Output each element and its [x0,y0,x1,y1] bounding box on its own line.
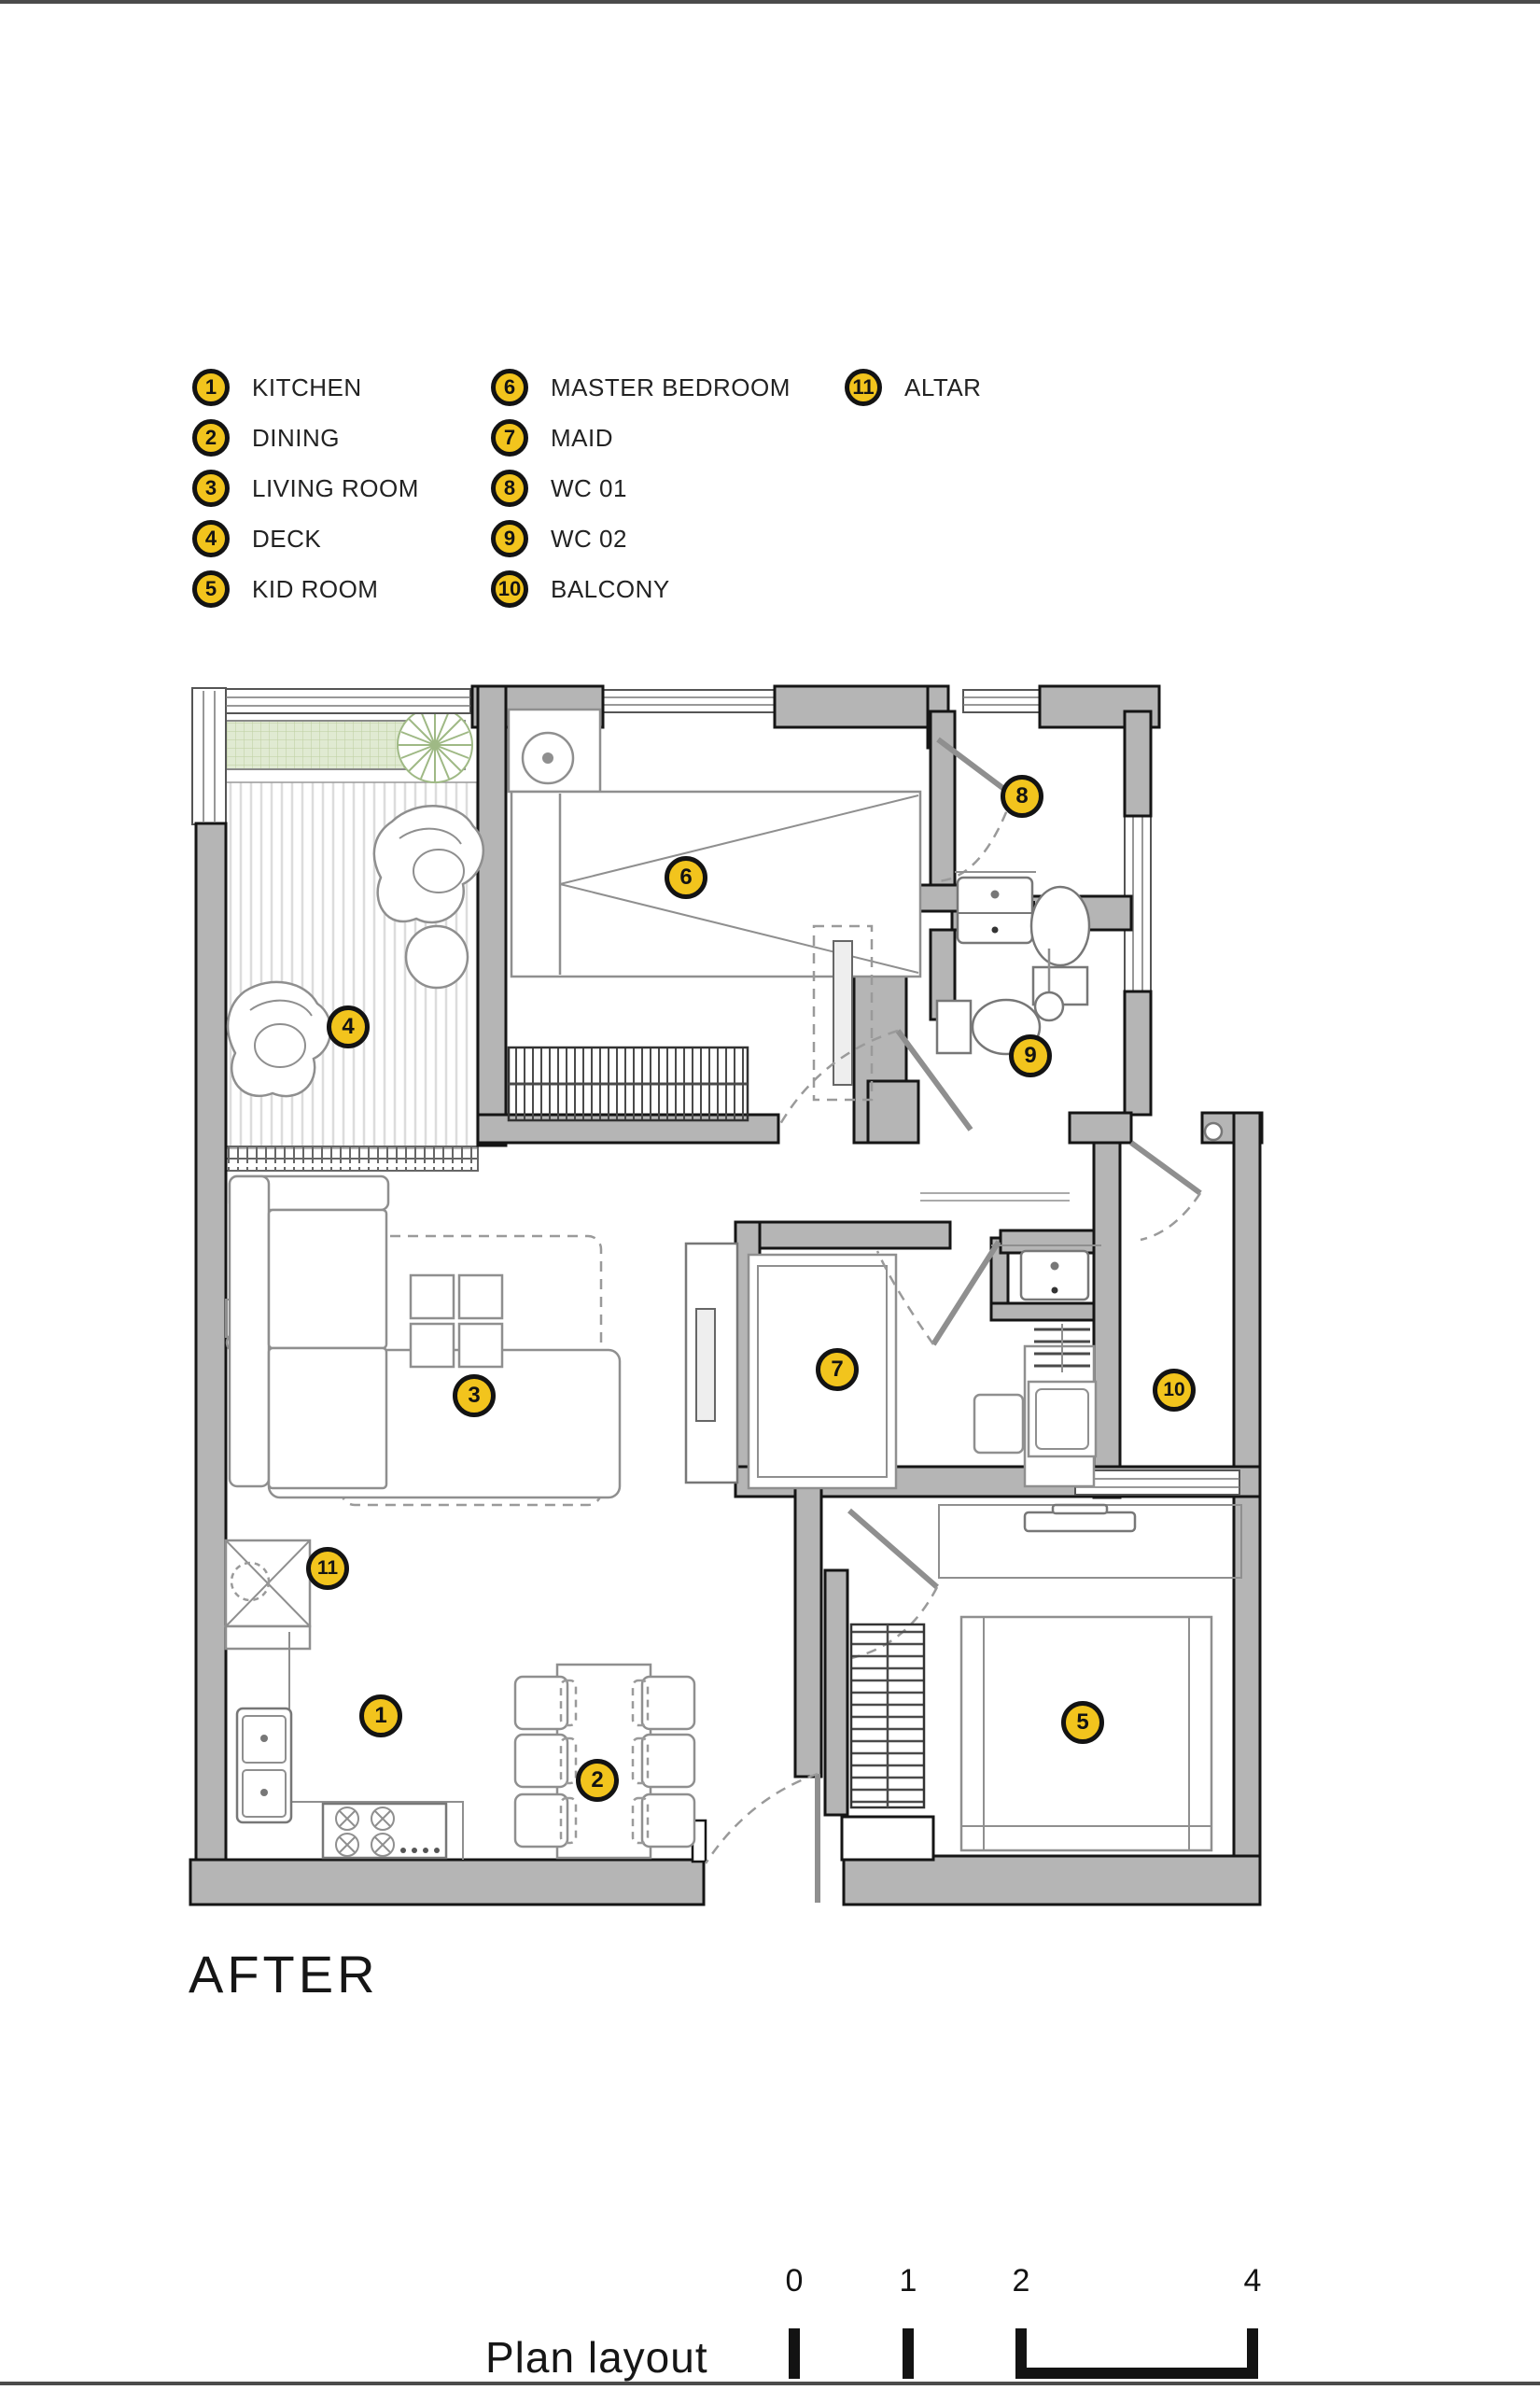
scale-label-1: 1 [899,2263,917,2299]
legend-label-kid-room: KID ROOM [252,574,379,603]
legend-item-living-room [192,470,419,507]
scale-tick-1 [903,2328,914,2379]
room-marker-master-bedroom: 6 [665,856,707,899]
legend-label-living-room: LIVING ROOM [252,473,419,502]
legend-item-deck [192,520,321,557]
legend-circle-7: 7 [491,419,528,457]
legend-circle-10: 10 [491,570,528,608]
legend-item-dining [192,419,340,457]
legend-item-kid-room [192,570,378,608]
room-marker-wc02: 9 [1009,1034,1052,1077]
legend-label-wc01: WC 01 [551,473,627,502]
legend-circle-9: 9 [491,520,528,557]
scale-label-0: 0 [785,2263,804,2299]
page-top-border [0,0,1540,4]
legend-circle-11: 11 [845,369,882,406]
kid-room-furniture [842,1505,1241,1860]
legend-circle-8: 8 [491,470,528,507]
legend-label-deck: DECK [252,524,322,553]
room-marker-dining: 2 [576,1759,619,1802]
legend-item-wc01 [491,470,627,507]
legend-circle-6: 6 [491,369,528,406]
entrance-door [706,1774,818,1903]
legend-label-master-bedroom: MASTER BEDROOM [551,373,791,401]
legend-circle-4: 4 [192,520,230,557]
plant-icon [398,708,472,782]
plan-title: Plan layout [485,2333,708,2382]
room-marker-deck: 4 [327,1005,370,1048]
legend-label-altar: ALTAR [904,373,982,401]
room-marker-kid-room: 5 [1061,1701,1104,1744]
tv-icon [696,1309,715,1421]
room-marker-balcony: 10 [1153,1369,1196,1412]
legend-label-kitchen: KITCHEN [252,373,362,401]
room-marker-wc01: 8 [1001,775,1043,818]
legend-item-kitchen [192,369,362,406]
kitchen-fixtures [237,1632,463,1860]
legend-label-balcony: BALCONY [551,574,670,603]
floor-plan-drawing [187,682,1269,1914]
room-marker-maid: 7 [816,1348,859,1391]
legend-item-balcony [491,570,670,608]
room-marker-altar: 11 [306,1547,349,1590]
room-marker-kitchen: 1 [359,1694,402,1737]
altar-cabinet [226,1540,310,1649]
legend-circle-3: 3 [192,470,230,507]
scale-bracket [1015,2368,1258,2379]
legend-circle-1: 1 [192,369,230,406]
scale-label-2: 2 [1012,2263,1030,2299]
scale-tick-0 [789,2328,800,2379]
planter-box [220,708,472,782]
stove-icon [323,1804,446,1858]
laptop-icon [1025,1505,1135,1531]
legend-circle-5: 5 [192,570,230,608]
legend-item-maid [491,419,613,457]
legend-item-master-bedroom [491,369,791,406]
legend-item-wc02 [491,520,627,557]
page-bottom-border [0,2382,1540,2385]
legend-circle-2: 2 [192,419,230,457]
after-title: AFTER [189,1945,379,2003]
legend-item-altar [845,369,981,406]
legend-label-wc02: WC 02 [551,524,627,553]
scale-label-4: 4 [1243,2263,1262,2299]
legend-label-dining: DINING [252,423,340,452]
living-room-furniture [230,1176,737,1505]
legend-label-maid: MAID [551,423,613,452]
room-marker-living-room: 3 [453,1374,496,1417]
